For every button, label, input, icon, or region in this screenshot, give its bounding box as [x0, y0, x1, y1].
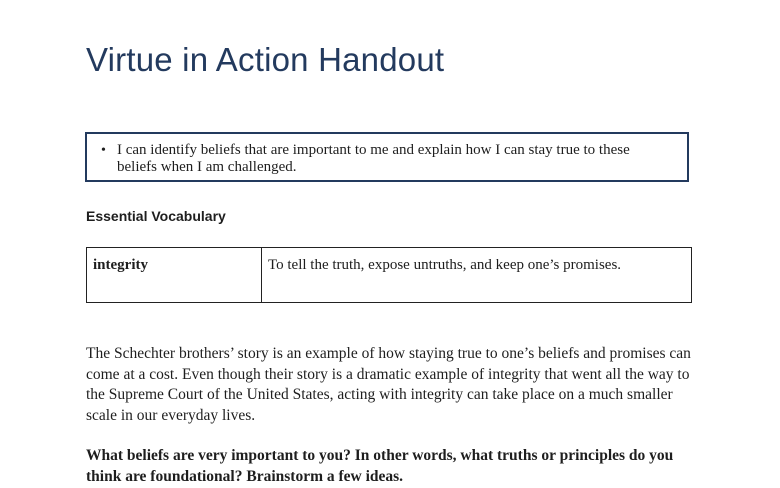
- vocabulary-table: [86, 247, 692, 303]
- objective-text: I can identify beliefs that are important to me and explain how I can stay true to these beliefs when I am challenged.: [117, 142, 630, 175]
- body-paragraph: The Schechter brothers’ story is an example of how staying true to one’s beliefs and promises can come at a cost. Even though their story is a dramatic example of integrity that went all the way to the Supreme Court of the United States, acting with integrity can take place on a much smaller scale in our everyday lives.: [86, 345, 691, 424]
- vocabulary-term: integrity: [87, 248, 262, 303]
- bullet-icon: •: [101, 143, 106, 158]
- vocabulary-definition: To tell the truth, expose untruths, and keep one’s promises.: [262, 248, 692, 303]
- brainstorm-prompt: What beliefs are very important to you? In other words, what truths or principles do you think are foundational? Brainstorm a few ideas.: [86, 447, 674, 485]
- table-row: [87, 248, 692, 303]
- page-title: Virtue in Action Handout: [86, 41, 445, 78]
- vocabulary-heading: Essential Vocabulary: [86, 208, 226, 224]
- learning-objective-box: [85, 132, 689, 182]
